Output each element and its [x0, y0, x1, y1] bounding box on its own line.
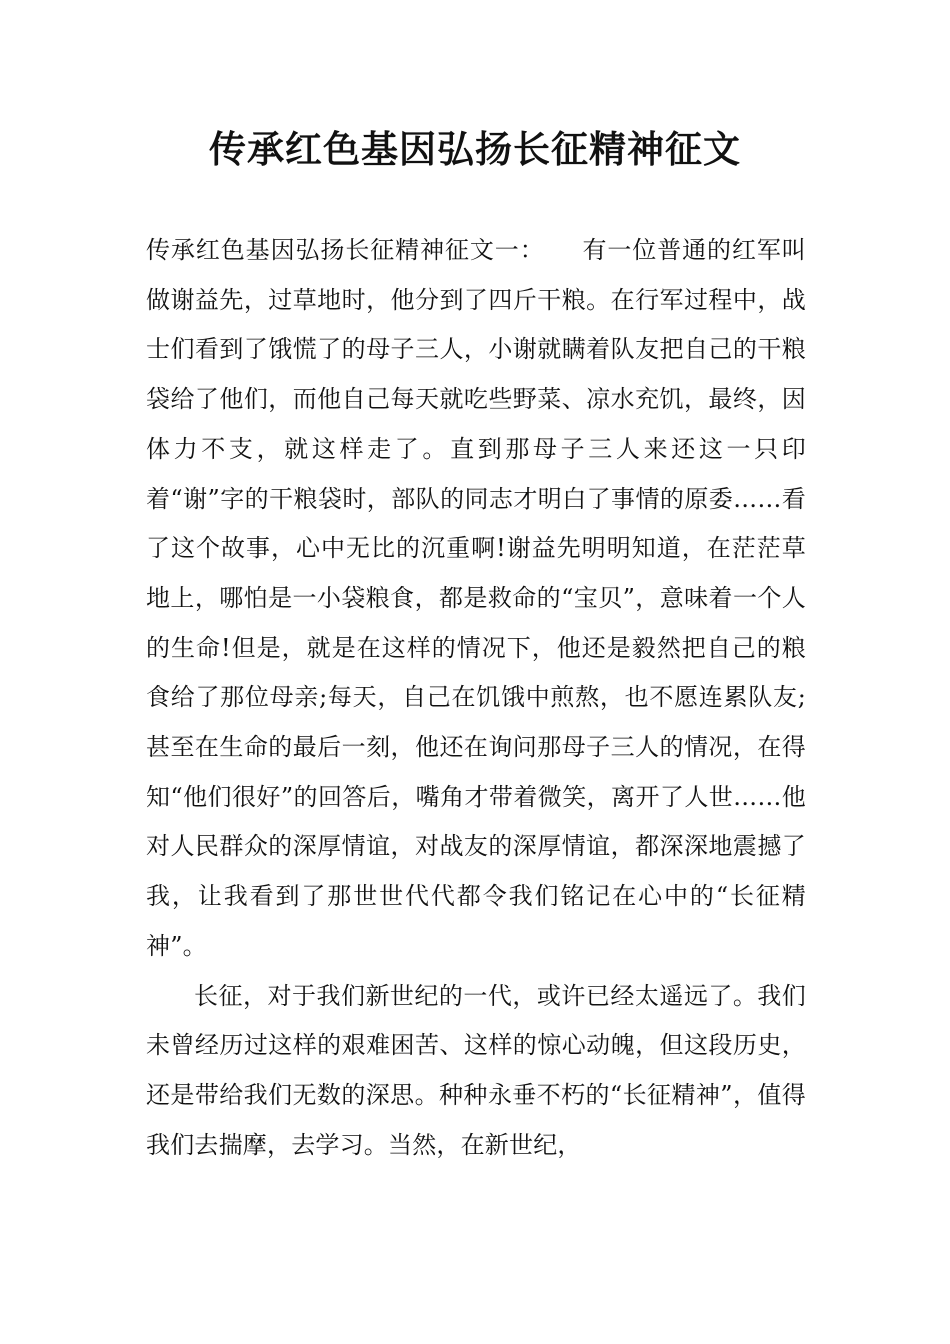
paragraph-1: 传承红色基因弘扬长征精神征文一： 有一位普通的红军叫做谢益先，过草地时，他分到了四斤干粮。在行军过程中，战士们看到了饿慌了的母子三人，小谢就瞒着队友把自己的干粮袋给了他们，而他自己每天就吃些野菜、凉水充饥，最终，因体力不支，就这样走了。直到那母子三人来还这一只印着“谢”字的干粮袋时，部队的同志才明白了事情的原委……看了这个故事，心中无比的沉重啊!谢益先明明知道，在茫茫草地上，哪怕是一小袋粮食，都是救命的“宝贝”，意味着一个人的生命!但是，就是在这样的情况下，他还是毅然把自己的粮食给了那位母亲;每天，自己在饥饿中煎熬，也不愿连累队友;甚至在生命的最后一刻，他还在询问那母子三人的情况，在得知“他们很好”的回答后，嘴角才带着微笑，离开了人世……他对人民群众的深厚情谊，对战友的深厚情谊，都深深地震撼了我，让我看到了那世世代代都令我们铭记在心中的“长征精神”。: [146, 236, 806, 960]
paragraph-2: 长征，对于我们新世纪的一代，或许已经太遥远了。我们未曾经历过这样的艰难困苦、这样的惊心动魄，但这段历史，还是带给我们无数的深思。种种永垂不朽的“长征精神”，值得我们去揣摩，去学习。当然，在新世纪，: [146, 981, 806, 1159]
document-body: [146, 226, 806, 1170]
document-title: 传承红色基因弘扬长征精神征文: [209, 128, 741, 171]
